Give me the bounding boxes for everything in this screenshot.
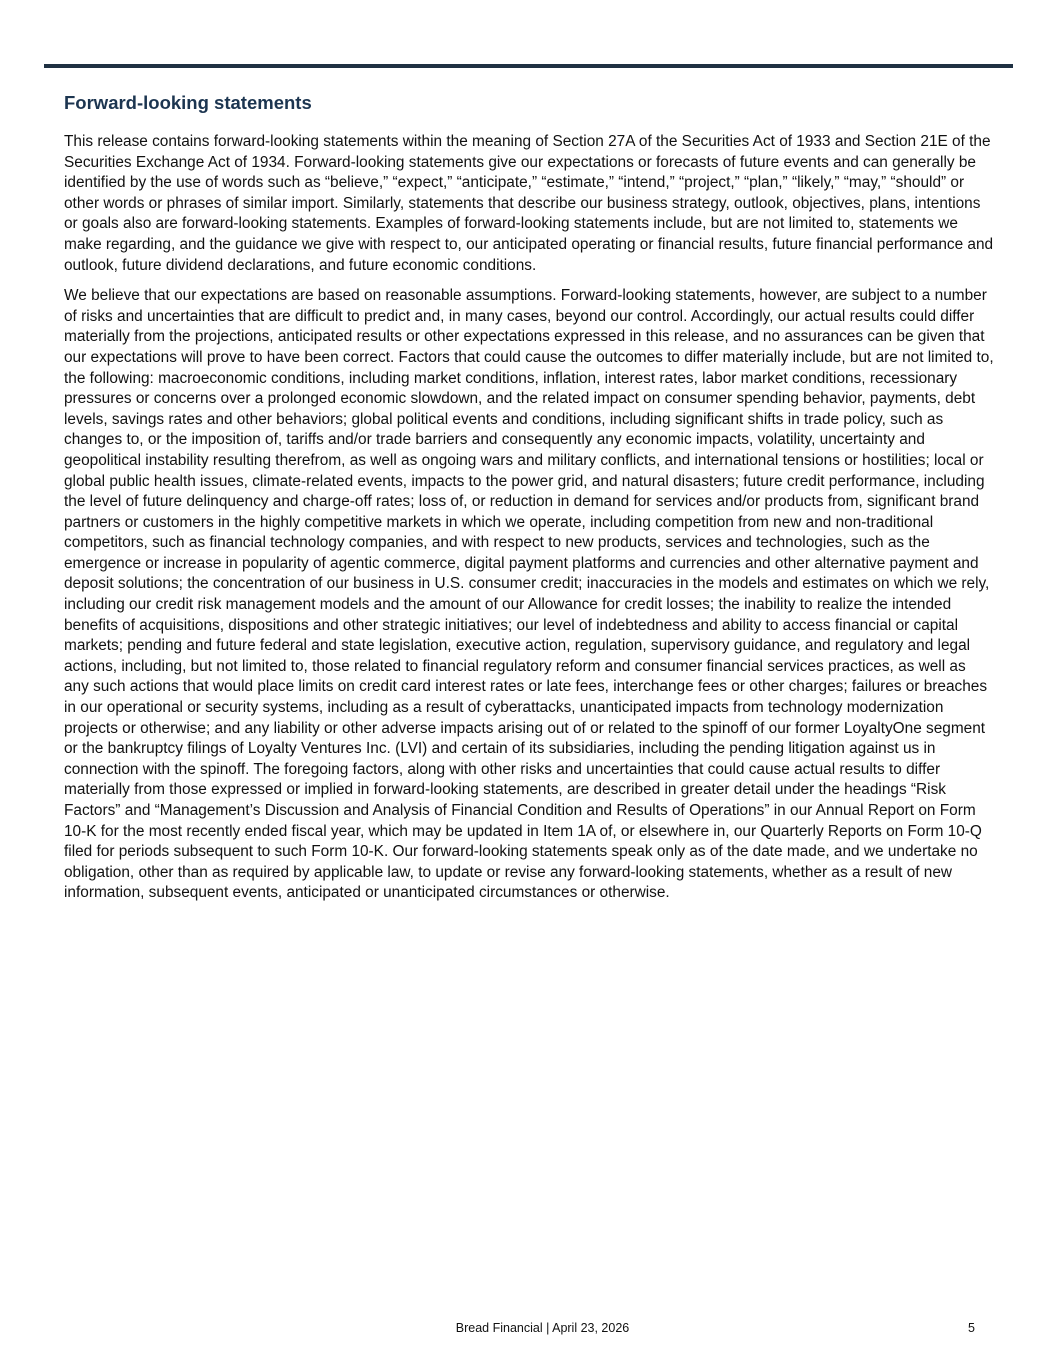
header-divider xyxy=(44,64,1013,68)
document-body xyxy=(64,90,994,914)
paragraph-risk-factors: We believe that our expectations are based on reasonable assumptions. Forward-looking statements, however, are subject to a number of risks and uncertainties that are difficult to predict and, in many cases, beyond our control. Accordingly, our actual results could differ materially from the projections, anticipated results or other expectations expressed in this release, and no assurances can be given that our expectations will prove to have been correct. Factors that could cause the outcomes to differ materially include, but are not limited to, the following: macroeconomic conditions, including market conditions, inflation, interest rates, labor market conditions, recessionary pressures or concerns over a prolonged economic slowdown, and the related impact on consumer spending behavior, payments, debt levels, savings rates and other behaviors; global political events and conditions, including significant shifts in trade policy, such as changes to, or the imposition of, tariffs and/or trade barriers and consequently any economic impacts, volatility, uncertainty and geopolitical instability resulting therefrom, as well as ongoing wars and military conflicts, and international tensions or hostilities; local or global public health issues, climate-related events, impacts to the power grid, and natural disasters; future credit performance, including the level of future delinquency and charge-off rates; loss of, or reduction in demand for services and/or products from, significant brand partners or customers in the highly competitive markets in which we operate, including competition from new and non-traditional competitors, such as financial technology companies, and with respect to new products, services and technologies, such as the emergence or increase in popularity of agentic commerce, digital payment platforms and currencies and other alternative payment and deposit solutions; the concentration of our business in U.S. consumer credit; inaccuracies in the models and estimates on which we rely, including our credit risk management models and the amount of our Allowance for credit losses; the inability to realize the intended benefits of acquisitions, dispositions and other strategic initiatives; our level of indebtedness and ability to access financial or capital markets; pending and future federal and state legislation, executive action, regulation, supervisory guidance, and regulatory and legal actions, including, but not limited to, those related to financial regulatory reform and consumer financial services practices, as well as any such actions that would place limits on credit card interest rates or late fees, interchange fees or other charges; failures or breaches in our operational or security systems, including as a result of cyberattacks, unanticipated impacts from technology modernization projects or otherwise; and any liability or other adverse impacts arising out of or related to the spinoff of our former LoyaltyOne segment or the bankruptcy filings of Loyalty Ventures Inc. (LVI) and certain of its subsidiaries, including the pending litigation against us in connection with the spinoff. The foregoing factors, along with other risks and uncertainties that could cause actual results to differ materially from those expressed or implied in forward-looking statements, are described in greater detail under the headings “Risk Factors” and “Management’s Discussion and Analysis of Financial Condition and Results of Operations” in our Annual Report on Form 10-K for the most recently ended fiscal year, which may be updated in Item 1A of, or elsewhere in, our Quarterly Reports on Form 10-Q filed for periods subsequent to such Form 10-K. Our forward-looking statements speak only as of the date made, and we undertake no obligation, other than as required by applicable law, to update or revise any forward-looking statements, whether as a result of new information, subsequent events, anticipated or unanticipated circumstances or otherwise. xyxy=(64,287,994,902)
section-heading: Forward-looking statements xyxy=(64,92,312,113)
paragraph-intro: This release contains forward-looking statements within the meaning of Section 27A of the Securities Act of 1933 and Section 21E of the Securities Exchange Act of 1934. Forward-looking statements give our expectations or forecasts of future events and can generally be identified by the use of words such as “believe,” “expect,” “anticipate,” “estimate,” “intend,” “project,” “plan,” “likely,” “may,” “should” or other words or phrases of similar import. Similarly, statements that describe our business strategy, outlook, objectives, plans, intentions or goals also are forward-looking statements. Examples of forward-looking statements include, but are not limited to, statements we make regarding, and the guidance we give with respect to, our anticipated operating or financial results, future financial performance and outlook, future dividend declarations, and future economic conditions. xyxy=(64,133,994,274)
page-number: 5 xyxy=(968,1321,975,1335)
footer-label: Bread Financial | April 23, 2026 xyxy=(455,1321,630,1335)
